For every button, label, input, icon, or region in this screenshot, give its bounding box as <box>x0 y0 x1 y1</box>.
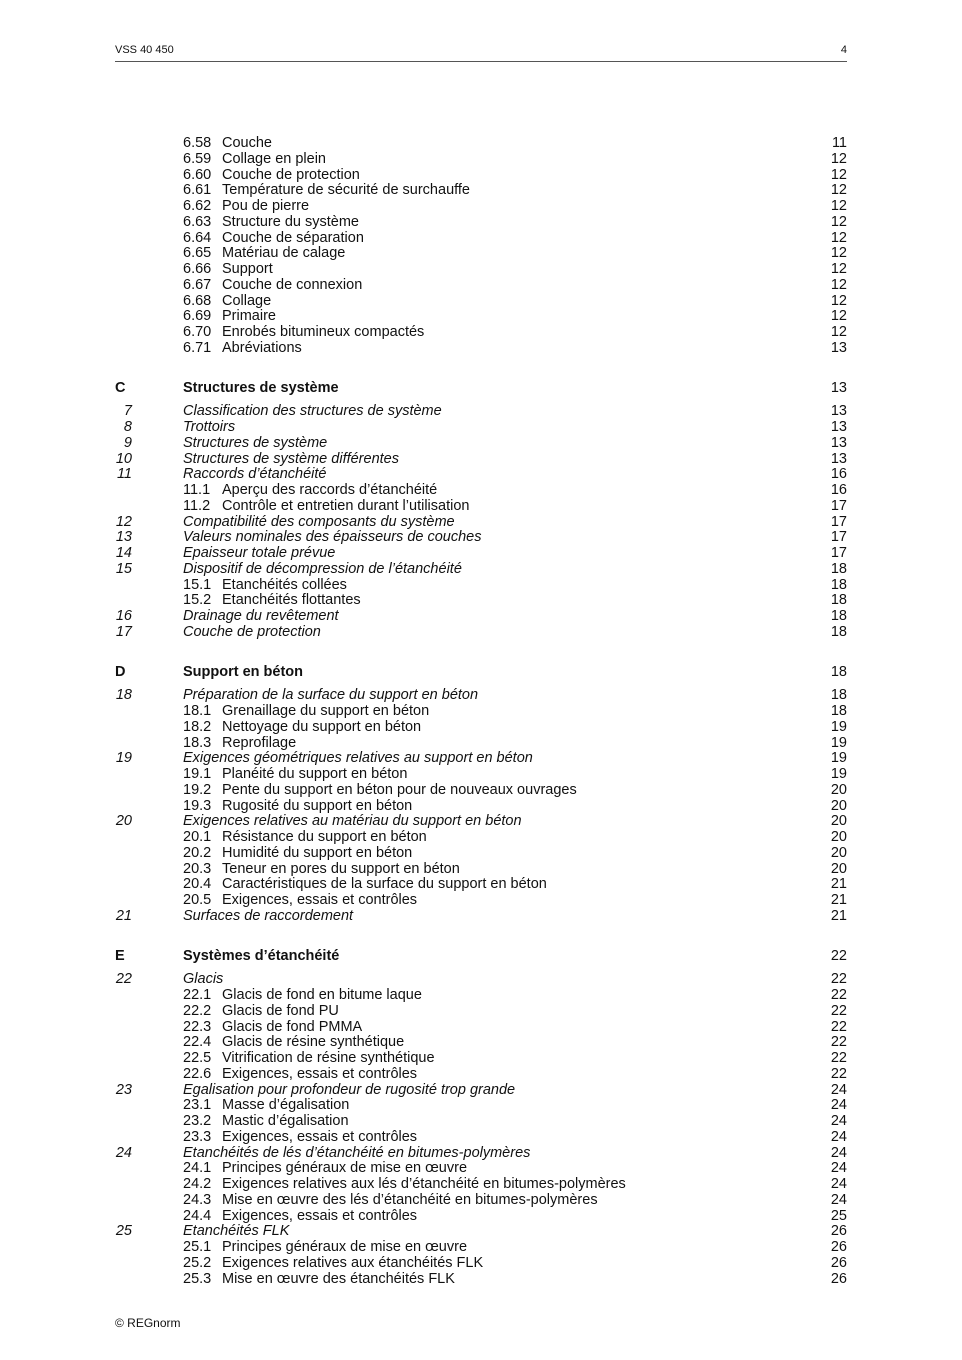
entry-page-number: 13 <box>830 450 847 467</box>
entry-page-number: 18 <box>830 687 847 704</box>
entry-page-number: 26 <box>830 1254 847 1271</box>
entry-page-number: 17 <box>830 497 847 514</box>
entry-page-number: 22 <box>830 987 847 1003</box>
entry-title: Systèmes d’étanchéité <box>183 947 340 964</box>
entry-title: Etanchéités FLK <box>183 1223 290 1240</box>
entry-page-number: 24 <box>830 1097 847 1114</box>
entry-title: Structures de système <box>183 434 328 451</box>
entry-page-number: 18 <box>830 608 847 624</box>
entry-number: 25.2 <box>183 1254 212 1271</box>
entry-page-number: 22 <box>830 1002 847 1019</box>
entry-title: Structure du système <box>222 213 359 230</box>
toc-chapter-entry[interactable] <box>115 814 847 830</box>
toc-chapter-entry[interactable] <box>115 1083 847 1099</box>
entry-number: 10 <box>115 450 132 467</box>
entry-title: Glacis de fond PMMA <box>222 1018 363 1035</box>
entry-page-number: 12 <box>830 261 847 277</box>
toc-section-heading[interactable] <box>115 949 847 965</box>
entry-page-number: 26 <box>830 1270 847 1287</box>
entry-number: 18 <box>115 687 132 704</box>
section-letter: D <box>115 663 126 680</box>
entry-page-number: 12 <box>830 182 847 199</box>
entry-page-number: 12 <box>830 276 847 293</box>
entry-number: 15 <box>115 560 132 577</box>
entry-number: 9 <box>123 434 132 451</box>
toc-subsection-entry[interactable] <box>115 593 847 609</box>
entry-number: 6.67 <box>183 276 212 293</box>
entry-title: Humidité du support en béton <box>222 844 413 861</box>
entry-page-number: 22 <box>830 1050 847 1066</box>
entry-number: 6.63 <box>183 213 212 230</box>
entry-page-number: 22 <box>830 1018 847 1035</box>
entry-title: Nettoyage du support en béton <box>222 718 422 735</box>
entry-page-number: 18 <box>830 703 847 719</box>
entry-page-number: 12 <box>830 245 847 262</box>
toc-subsection-entry[interactable] <box>115 1067 847 1083</box>
entry-title: Principes généraux de mise en œuvre <box>222 1160 468 1177</box>
toc-chapter-entry[interactable] <box>115 751 847 767</box>
toc-chapter-entry[interactable] <box>115 530 847 546</box>
entry-title: Valeurs nominales des épaisseurs de couches <box>183 529 482 546</box>
toc-subsection-entry[interactable] <box>115 578 847 594</box>
entry-page-number: 12 <box>830 166 847 183</box>
entry-number: 6.66 <box>183 261 212 277</box>
entry-page-number: 26 <box>830 1223 847 1240</box>
entry-number: 6.58 <box>183 135 212 151</box>
entry-page-number: 20 <box>830 844 847 861</box>
entry-number: 20.3 <box>183 860 212 877</box>
entry-page-number: 22 <box>830 1065 847 1082</box>
entry-number: 20.4 <box>183 876 212 893</box>
entry-page-number: 25 <box>830 1207 847 1224</box>
entry-number: 24.3 <box>183 1191 212 1208</box>
entry-page-number: 21 <box>830 907 847 924</box>
entry-number: 24.1 <box>183 1160 212 1177</box>
entry-title: Exigences, essais et contrôles <box>222 892 418 908</box>
entry-number: 25 <box>115 1223 132 1240</box>
entry-page-number: 18 <box>830 576 847 593</box>
entry-page-number: 19 <box>830 718 847 735</box>
entry-number: 11.2 <box>183 497 211 514</box>
entry-title: Caractéristiques de la surface du support en béton <box>222 876 547 893</box>
toc-subsection-entry[interactable] <box>115 877 847 893</box>
entry-title: Abréviations <box>222 339 302 356</box>
toc-subsection-entry[interactable] <box>115 783 847 799</box>
entry-title: Collage en plein <box>222 150 326 167</box>
entry-page-number: 22 <box>830 947 847 964</box>
entry-page-number: 12 <box>830 308 847 325</box>
toc-subsection-entry[interactable] <box>115 152 847 168</box>
entry-page-number: 16 <box>830 466 847 483</box>
page-number: 4 <box>840 44 847 56</box>
toc-subsection-entry[interactable] <box>115 893 847 909</box>
entry-page-number: 20 <box>830 781 847 798</box>
toc-subsection-entry[interactable] <box>115 341 847 357</box>
entry-page-number: 21 <box>830 876 847 893</box>
toc-chapter-entry[interactable] <box>115 452 847 468</box>
entry-page-number: 20 <box>830 829 847 845</box>
entry-title: Couche de protection <box>183 623 321 640</box>
entry-number: 25.3 <box>183 1270 212 1287</box>
toc-subsection-entry[interactable] <box>115 1114 847 1130</box>
entry-page-number: 12 <box>830 150 847 167</box>
toc-chapter-entry[interactable] <box>115 404 847 420</box>
entry-title: Pente du support en béton pour de nouveaux ouvrages <box>222 781 577 798</box>
entry-page-number: 24 <box>830 1128 847 1145</box>
entry-page-number: 18 <box>830 663 847 680</box>
entry-title: Structures de système différentes <box>183 450 399 467</box>
entry-number: 24 <box>115 1144 132 1161</box>
toc-subsection-entry[interactable] <box>115 1272 847 1288</box>
entry-title: Principes généraux de mise en œuvre <box>222 1239 468 1255</box>
section-letter: E <box>115 947 125 964</box>
entry-page-number: 13 <box>830 419 847 435</box>
entry-title: Contrôle et entretien durant l’utilisation <box>222 497 470 514</box>
entry-page-number: 24 <box>830 1113 847 1129</box>
entry-page-number: 21 <box>830 892 847 908</box>
entry-number: 6.61 <box>183 182 212 199</box>
entry-number: 22.3 <box>183 1018 212 1035</box>
entry-page-number: 18 <box>830 592 847 609</box>
entry-number: 6.60 <box>183 166 212 183</box>
toc-chapter-entry[interactable] <box>115 467 847 483</box>
entry-number: 22.2 <box>183 1002 212 1019</box>
entry-title: Exigences, essais et contrôles <box>222 1207 418 1224</box>
entry-title: Surfaces de raccordement <box>183 907 354 924</box>
entry-title: Trottoirs <box>183 419 236 435</box>
entry-page-number: 24 <box>830 1191 847 1208</box>
entry-title: Epaisseur totale prévue <box>183 545 336 561</box>
entry-number: 6.59 <box>183 150 212 167</box>
toc-subsection-entry[interactable] <box>115 1240 847 1256</box>
entry-number: 17 <box>115 623 132 640</box>
toc-subsection-entry[interactable] <box>115 136 847 152</box>
entry-number: 18.2 <box>183 718 212 735</box>
toc-chapter-entry[interactable] <box>115 515 847 531</box>
entry-title: Exigences géométriques relatives au support en béton <box>183 750 533 767</box>
toc-chapter-entry[interactable] <box>115 436 847 452</box>
toc-chapter-entry[interactable] <box>115 1224 847 1240</box>
entry-title: Couche de séparation <box>222 229 364 246</box>
toc-subsection-entry[interactable] <box>115 846 847 862</box>
toc-section-heading[interactable] <box>115 381 847 397</box>
entry-title: Classification des structures de système <box>183 403 442 420</box>
entry-number: 25.1 <box>183 1239 212 1255</box>
entry-number: 6.62 <box>183 198 212 214</box>
entry-title: Support <box>222 261 273 277</box>
entry-page-number: 18 <box>830 560 847 577</box>
entry-title: Couche <box>222 135 272 151</box>
entry-number: 11 <box>116 466 132 483</box>
entry-title: Dispositif de décompression de l’étanchéité <box>183 560 462 577</box>
copyright-footer: © REGnorm <box>115 1316 181 1330</box>
entry-page-number: 26 <box>830 1239 847 1255</box>
toc-subsection-entry[interactable] <box>115 704 847 720</box>
entry-number: 11.1 <box>183 482 211 498</box>
entry-number: 22.1 <box>183 987 212 1003</box>
entry-title: Etanchéités flottantes <box>222 592 361 609</box>
entry-number: 22.5 <box>183 1050 212 1066</box>
toc-chapter-entry[interactable] <box>115 1146 847 1162</box>
toc-section-heading[interactable] <box>115 665 847 681</box>
entry-title: Exigences relatives aux lés d’étanchéité en bitumes-polymères <box>222 1176 626 1192</box>
entry-title: Primaire <box>222 308 276 325</box>
entry-title: Exigences relatives aux étanchéités FLK <box>222 1254 484 1271</box>
entry-title: Pou de pierre <box>222 198 310 214</box>
entry-title: Exigences relatives au matériau du support en béton <box>183 813 522 830</box>
toc-chapter-entry[interactable] <box>115 688 847 704</box>
entry-page-number: 12 <box>830 324 847 340</box>
toc-subsection-entry[interactable] <box>115 183 847 199</box>
entry-page-number: 12 <box>830 213 847 230</box>
entry-number: 6.65 <box>183 245 212 262</box>
entry-title: Structures de système <box>183 379 339 396</box>
toc-subsection-entry[interactable] <box>115 325 847 341</box>
toc-subsection-entry[interactable] <box>115 799 847 815</box>
entry-number: 19 <box>115 750 132 767</box>
toc-subsection-entry[interactable] <box>115 1177 847 1193</box>
entry-number: 19.3 <box>183 797 212 814</box>
entry-page-number: 12 <box>830 292 847 309</box>
entry-page-number: 24 <box>830 1160 847 1177</box>
entry-page-number: 17 <box>830 513 847 530</box>
toc-subsection-entry[interactable] <box>115 199 847 215</box>
entry-title: Vitrification de résine synthétique <box>222 1050 435 1066</box>
toc-subsection-entry[interactable] <box>115 1098 847 1114</box>
entry-title: Compatibilité des composants du système <box>183 513 455 530</box>
entry-number: 20 <box>115 813 132 830</box>
entry-title: Drainage du revêtement <box>183 608 339 624</box>
toc-chapter-entry[interactable] <box>115 972 847 988</box>
entry-number: 16 <box>115 608 132 624</box>
toc-chapter-entry[interactable] <box>115 909 847 925</box>
entry-number: 14 <box>115 545 132 561</box>
toc-subsection-entry[interactable] <box>115 1193 847 1209</box>
toc-subsection-entry[interactable] <box>115 215 847 231</box>
entry-number: 20.2 <box>183 844 212 861</box>
entry-title: Masse d’égalisation <box>222 1097 350 1114</box>
toc-subsection-entry[interactable] <box>115 1004 847 1020</box>
entry-title: Résistance du support en béton <box>222 829 427 845</box>
entry-title: Température de sécurité de surchauffe <box>222 182 470 199</box>
entry-number: 15.2 <box>183 592 212 609</box>
entry-number: 24.2 <box>183 1176 212 1192</box>
entry-number: 6.68 <box>183 292 212 309</box>
entry-page-number: 13 <box>830 434 847 451</box>
entry-number: 23.2 <box>183 1113 212 1129</box>
entry-page-number: 17 <box>830 545 847 561</box>
toc-subsection-entry[interactable] <box>115 483 847 499</box>
entry-page-number: 13 <box>830 403 847 420</box>
toc-subsection-entry[interactable] <box>115 278 847 294</box>
entry-number: 6.71 <box>183 339 212 356</box>
entry-page-number: 17 <box>830 529 847 546</box>
header-divider <box>115 61 847 62</box>
toc-subsection-entry[interactable] <box>115 231 847 247</box>
entry-number: 12 <box>115 513 132 530</box>
entry-number: 19.2 <box>183 781 212 798</box>
entry-title: Reprofilage <box>222 734 297 751</box>
entry-title: Raccords d’étanchéité <box>183 466 327 483</box>
entry-title: Mise en œuvre des lés d’étanchéité en bitumes-polymères <box>222 1191 598 1208</box>
entry-number: 6.64 <box>183 229 212 246</box>
entry-page-number: 13 <box>830 339 847 356</box>
toc-subsection-entry[interactable] <box>115 830 847 846</box>
entry-page-number: 18 <box>830 623 847 640</box>
entry-number: 20.1 <box>183 829 212 845</box>
entry-page-number: 24 <box>830 1081 847 1098</box>
toc-subsection-entry[interactable] <box>115 988 847 1004</box>
entry-title: Glacis de fond PU <box>222 1002 339 1019</box>
entry-number: 23.1 <box>183 1097 212 1114</box>
entry-page-number: 19 <box>830 734 847 751</box>
entry-number: 18.1 <box>183 703 212 719</box>
toc-subsection-entry[interactable] <box>115 1256 847 1272</box>
entry-number: 6.70 <box>183 324 212 340</box>
toc-chapter-entry[interactable] <box>115 546 847 562</box>
toc-chapter-entry[interactable] <box>115 420 847 436</box>
entry-title: Mise en œuvre des étanchéités FLK <box>222 1270 455 1287</box>
entry-title: Rugosité du support en béton <box>222 797 413 814</box>
toc-subsection-entry[interactable] <box>115 1130 847 1146</box>
toc-subsection-entry[interactable] <box>115 736 847 752</box>
entry-page-number: 24 <box>830 1144 847 1161</box>
entry-page-number: 22 <box>830 1034 847 1051</box>
toc-subsection-entry[interactable] <box>115 294 847 310</box>
entry-number: 6.69 <box>183 308 212 325</box>
toc-subsection-entry[interactable] <box>115 1051 847 1067</box>
entry-page-number: 12 <box>830 229 847 246</box>
toc-subsection-entry[interactable] <box>115 1161 847 1177</box>
entry-title: Exigences, essais et contrôles <box>222 1065 418 1082</box>
entry-title: Collage <box>222 292 272 309</box>
entry-number: 23 <box>115 1081 132 1098</box>
entry-page-number: 19 <box>830 750 847 767</box>
document-id: VSS 40 450 <box>115 44 174 56</box>
toc-subsection-entry[interactable] <box>115 499 847 515</box>
entry-number: 22.4 <box>183 1034 212 1051</box>
entry-page-number: 20 <box>830 813 847 830</box>
entry-title: Mastic d’égalisation <box>222 1113 349 1129</box>
entry-page-number: 22 <box>830 971 847 988</box>
entry-number: 20.5 <box>183 892 212 908</box>
toc-subsection-entry[interactable] <box>115 862 847 878</box>
entry-number: 18.3 <box>183 734 212 751</box>
entry-title: Matériau de calage <box>222 245 346 262</box>
entry-number: 13 <box>115 529 132 546</box>
entry-number: 15.1 <box>183 576 212 593</box>
entry-title: Etanchéités de lés d’étanchéité en bitumes-polymères <box>183 1144 531 1161</box>
entry-title: Préparation de la surface du support en béton <box>183 687 479 704</box>
entry-title: Grenaillage du support en béton <box>222 703 430 719</box>
entry-title: Egalisation pour profondeur de rugosité trop grande <box>183 1081 516 1098</box>
entry-number: 23.3 <box>183 1128 212 1145</box>
entry-title: Exigences, essais et contrôles <box>222 1128 418 1145</box>
table-of-contents <box>115 136 847 1287</box>
toc-subsection-entry[interactable] <box>115 309 847 325</box>
toc-subsection-entry[interactable] <box>115 1020 847 1036</box>
entry-title: Enrobés bitumineux compactés <box>222 324 425 340</box>
entry-page-number: 20 <box>830 797 847 814</box>
entry-page-number: 20 <box>830 860 847 877</box>
entry-title: Glacis de résine synthétique <box>222 1034 405 1051</box>
entry-number: 19.1 <box>183 766 212 782</box>
entry-number: 22.6 <box>183 1065 212 1082</box>
entry-title: Glacis de fond en bitume laque <box>222 987 422 1003</box>
entry-title: Teneur en pores du support en béton <box>222 860 460 877</box>
toc-subsection-entry[interactable] <box>115 262 847 278</box>
entry-page-number: 24 <box>830 1176 847 1192</box>
toc-subsection-entry[interactable] <box>115 1209 847 1225</box>
entry-page-number: 11 <box>831 135 847 151</box>
entry-number: 8 <box>123 419 132 435</box>
entry-page-number: 16 <box>830 482 847 498</box>
toc-chapter-entry[interactable] <box>115 562 847 578</box>
entry-title: Etanchéités collées <box>222 576 347 593</box>
entry-number: 24.4 <box>183 1207 212 1224</box>
entry-title: Couche de protection <box>222 166 360 183</box>
toc-subsection-entry[interactable] <box>115 720 847 736</box>
entry-page-number: 12 <box>830 198 847 214</box>
entry-page-number: 19 <box>830 766 847 782</box>
toc-subsection-entry[interactable] <box>115 246 847 262</box>
toc-subsection-entry[interactable] <box>115 168 847 184</box>
entry-title: Glacis <box>183 971 224 988</box>
entry-title: Planéité du support en béton <box>222 766 408 782</box>
section-letter: C <box>115 379 126 396</box>
entry-title: Support en béton <box>183 663 304 680</box>
entry-title: Couche de connexion <box>222 276 363 293</box>
entry-number: 21 <box>115 907 132 924</box>
entry-number: 7 <box>123 403 132 420</box>
toc-chapter-entry[interactable] <box>115 609 847 625</box>
entry-title: Aperçu des raccords d’étanchéité <box>222 482 438 498</box>
entry-page-number: 13 <box>830 379 847 396</box>
toc-chapter-entry[interactable] <box>115 625 847 641</box>
entry-number: 22 <box>115 971 132 988</box>
toc-subsection-entry[interactable] <box>115 1035 847 1051</box>
toc-subsection-entry[interactable] <box>115 767 847 783</box>
